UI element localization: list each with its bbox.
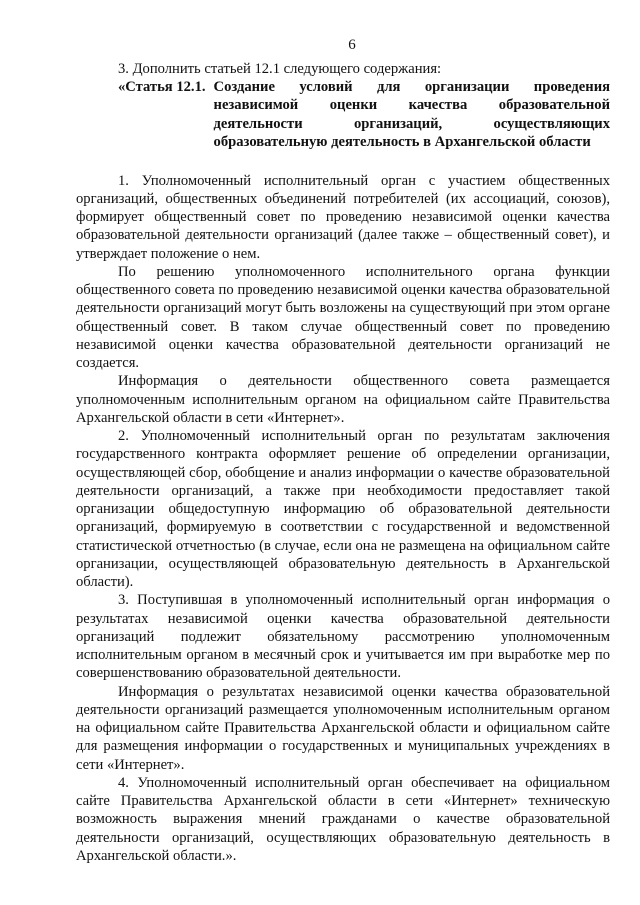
page-number: 6 xyxy=(348,37,356,53)
paragraph-6: Информация о результатах независимой оценки качества образовательной деятельности организаций размещается уполномоченным исполнительным органом на официальном сайте Правительства Архангельской области и официальном сайте для размещения информации о государственных и муниципальных учреждениях в сети «Интернет». xyxy=(76,683,610,773)
article-title: Создание условий для организации проведения независимой оценки качества образовательной деятельности организаций, осуществляющих образовательную деятельность в Архангельской области xyxy=(213,79,610,151)
amendment-intro: 3. Дополнить статьей 12.1 следующего содержания: xyxy=(118,61,442,77)
paragraph-7: 4. Уполномоченный исполнительный орган обеспечивает на официальном сайте Правительства Архангельской области в сети «Интернет» техническую возможность выражения мнений гражданами о качестве образовательной деятельности организаций, осуществляющих образовательную деятельность в Архангельской области.». xyxy=(76,774,610,864)
paragraph-4: 2. Уполномоченный исполнительный орган по результатам заключения государственного контракта оформляет решение об определении организации, осуществляющей сбор, обобщение и анализ информации о качестве образовательной деятельности организаций, а также при необходимости предоставляет такой организации общедоступную информацию об образовательной деятельности организаций, формируемую в соответствии с государственной и ведомственной статистической отчетностью (в случае, если она не размещена на официальном сайте организации, осуществляющей образовательную деятельность в Архангельской области). xyxy=(76,428,610,591)
article-heading xyxy=(118,78,610,152)
paragraph-1: 1. Уполномоченный исполнительный орган с участием общественных организаций, общественных объединений потребителей (их ассоциаций, союзов), формирует общественный совет по проведению независимой оценки качества образовательной деятельности организаций (далее также – общественный совет), и утверждает положение о нем. xyxy=(76,172,610,262)
paragraph-3: Информация о деятельности общественного совета размещается уполномоченным исполнительным органом на официальном сайте Правительства Архангельской области в сети «Интернет». xyxy=(76,373,610,426)
article-label: «Статья 12.1. xyxy=(118,79,206,95)
paragraph-2: По решению уполномоченного исполнительного органа функции общественного совета по проведению независимой оценки качества образовательной деятельности организаций могут быть возложены на существующий при этом органе общественный совет. В таком случае общественный совет по проведению независимой оценки качества образовательной деятельности организаций не создается. xyxy=(76,263,610,372)
paragraph-5: 3. Поступившая в уполномоченный исполнительный орган информация о результатах независимой оценки качества образовательной деятельности организаций подлежит обязательному рассмотрению уполномоченным исполнительным органом в месячный срок и учитывается им при выработке мер по совершенствованию образовательной деятельности. xyxy=(76,592,610,682)
